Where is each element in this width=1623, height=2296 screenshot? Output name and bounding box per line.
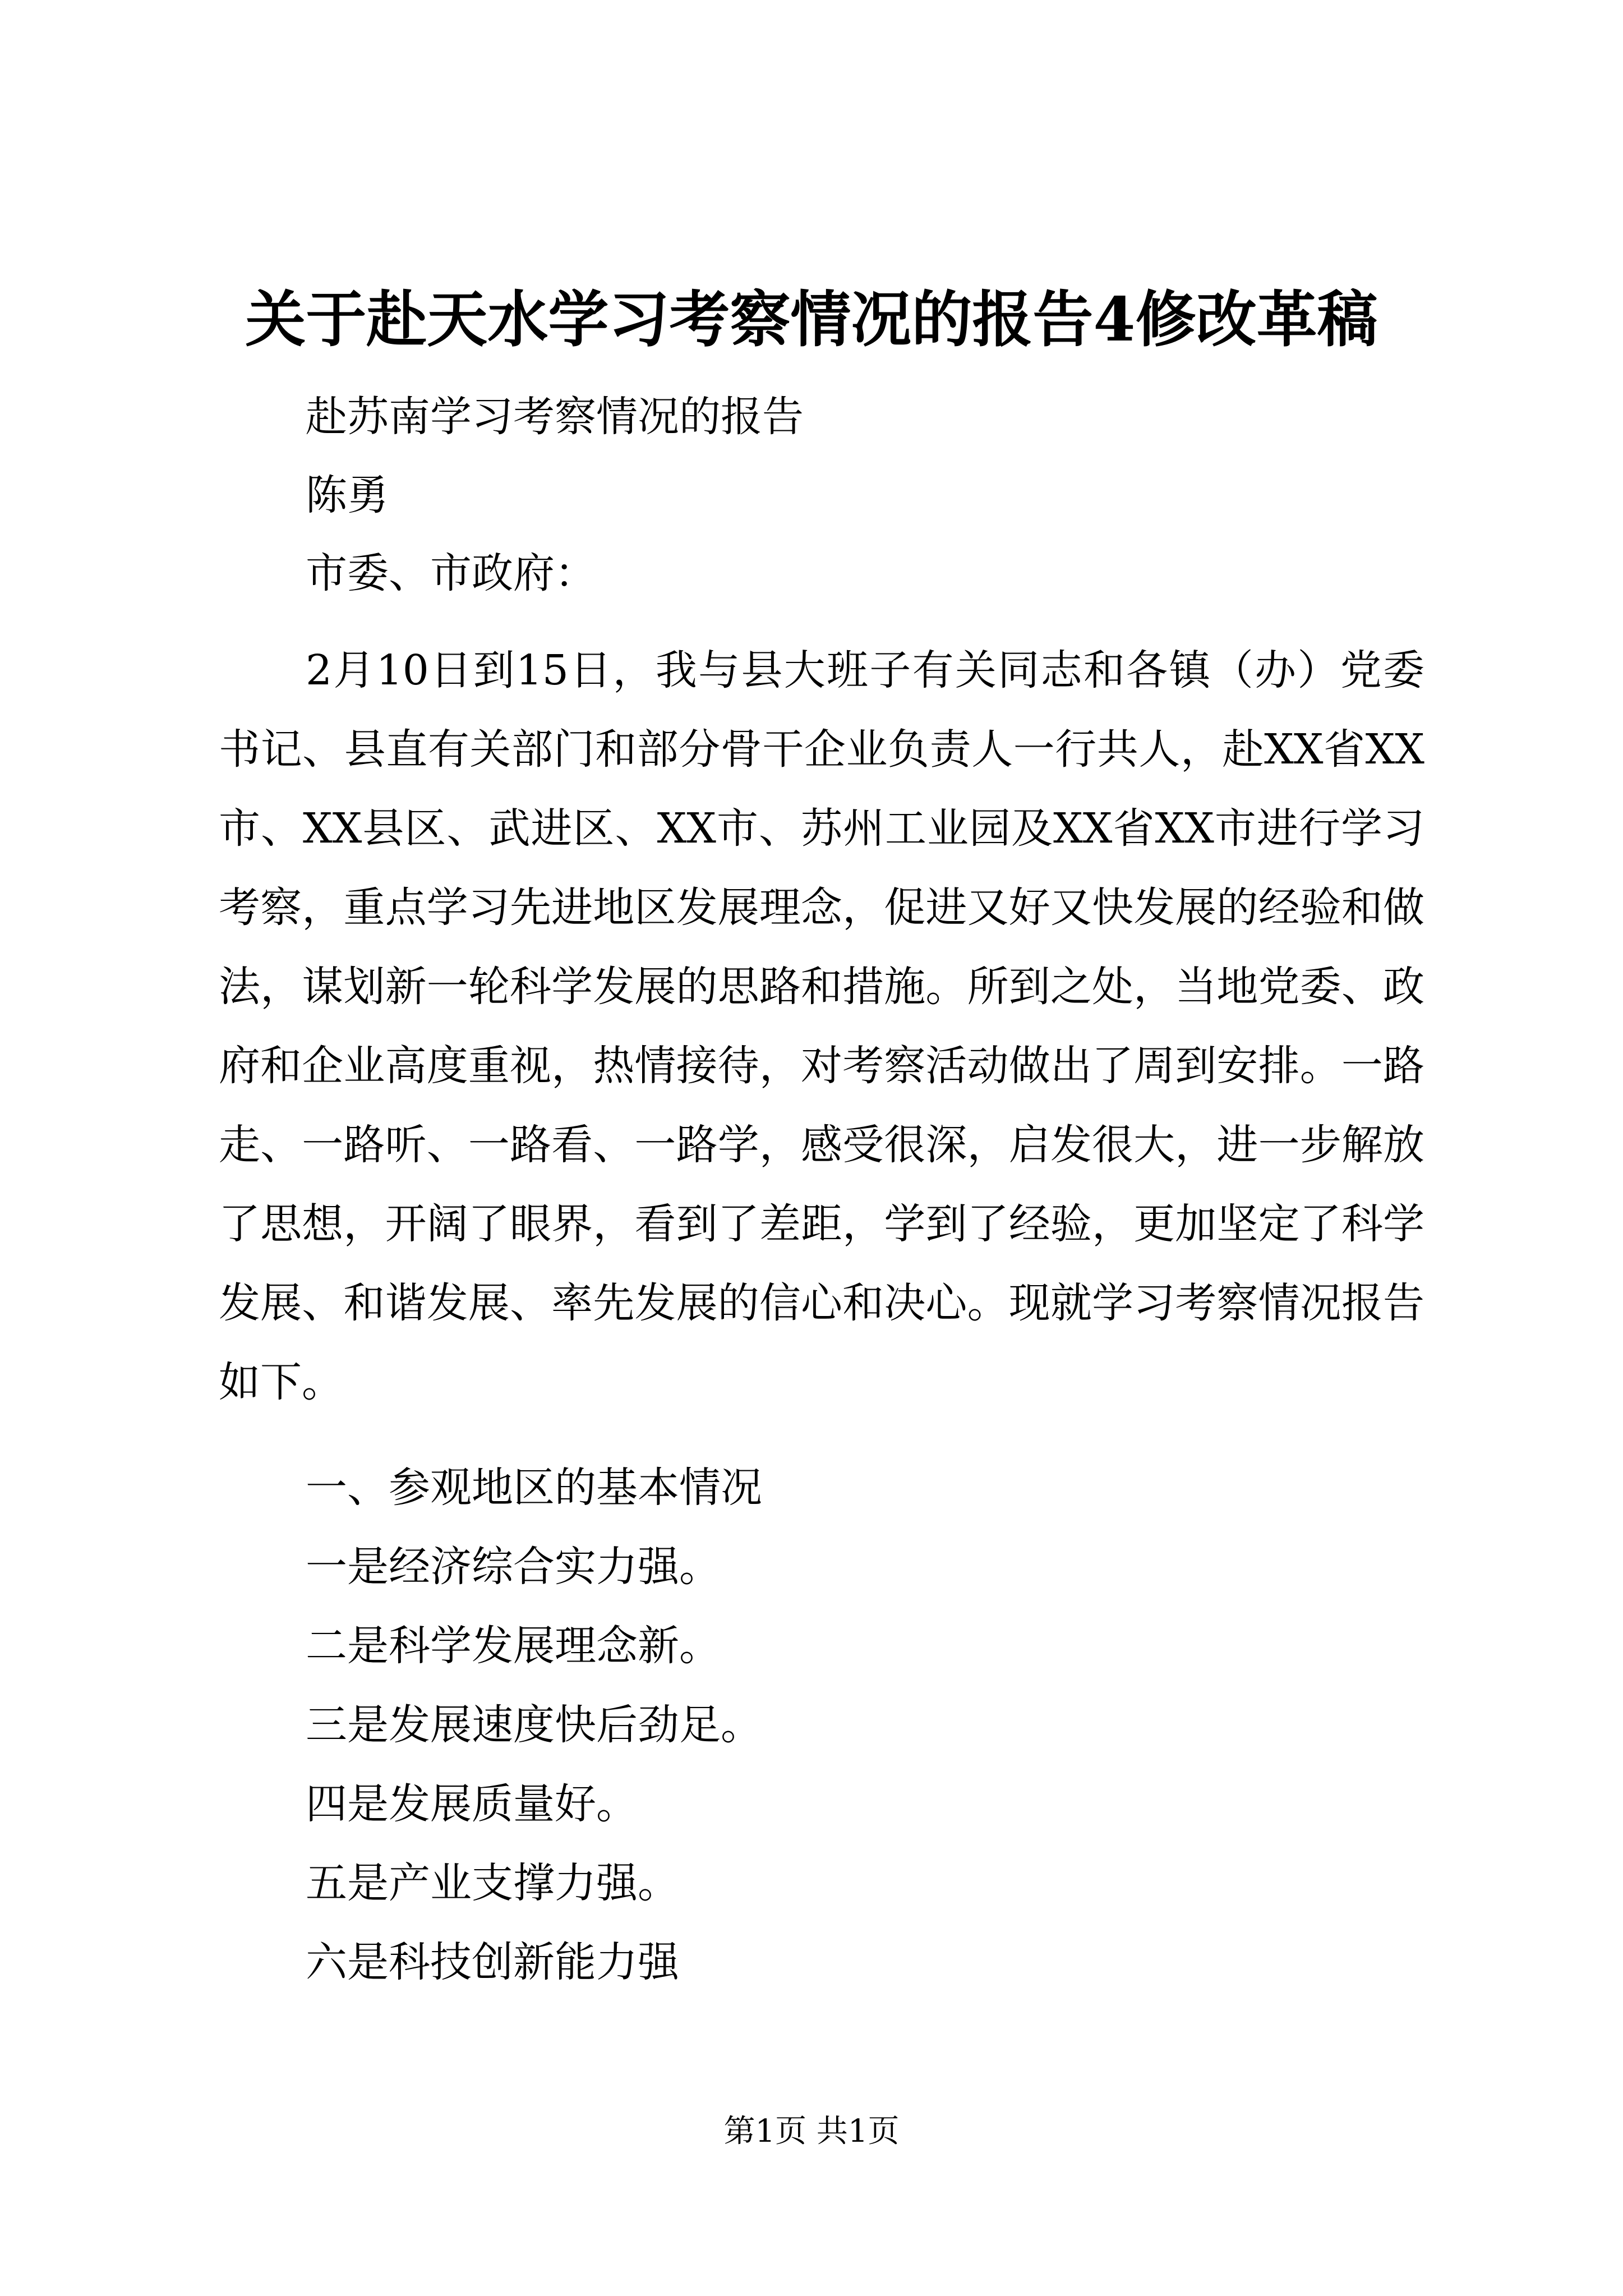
body-paragraph: 2月10日到15日，我与县大班子有关同志和各镇（办）党委书记、县直有关部门和部分骨干企业负责人一行共人，赴XX省XX市、XX县区、武进区、XX市、苏州工业园及XX省XX市进行学习考察，重点学习先进地区发展理念，促进又好又快发展的经验和做法，谋划新一轮科学发展的思路和措施。所到之处，当地党委、政府和企业高度重视，热情接待，对考察活动做出了周到安排。一路走、一路听、一路看、一路学，感受很深，启发很大，进一步解放了思想，开阔了眼界，看到了差距，学到了经验，更加坚定了科学发展、和谐发展、率先发展的信心和决心。现就学习考察情况报告如下。 xyxy=(219,646,1424,1406)
section-heading: 一、参观地区的基本情况 xyxy=(306,1464,762,1512)
document-subtitle: 赴苏南学习考察情况的报告 xyxy=(306,393,804,441)
list-item: 五是产业支撑力强。 xyxy=(306,1859,679,1907)
list-item: 三是发展速度快后劲足。 xyxy=(306,1701,762,1749)
page-footer: 第1页 共1页 xyxy=(723,2113,900,2150)
list-item: 一是经济综合实力强。 xyxy=(306,1543,721,1591)
salutation: 市委、市政府： xyxy=(306,549,596,597)
list-item: 四是发展质量好。 xyxy=(306,1780,638,1828)
list-item: 二是科学发展理念新。 xyxy=(306,1622,721,1670)
document-title: 关于赴天水学习考察情况的报告4修改革稿 xyxy=(245,284,1378,355)
author-name: 陈勇 xyxy=(306,471,389,519)
list-item: 六是科技创新能力强 xyxy=(306,1938,679,1986)
